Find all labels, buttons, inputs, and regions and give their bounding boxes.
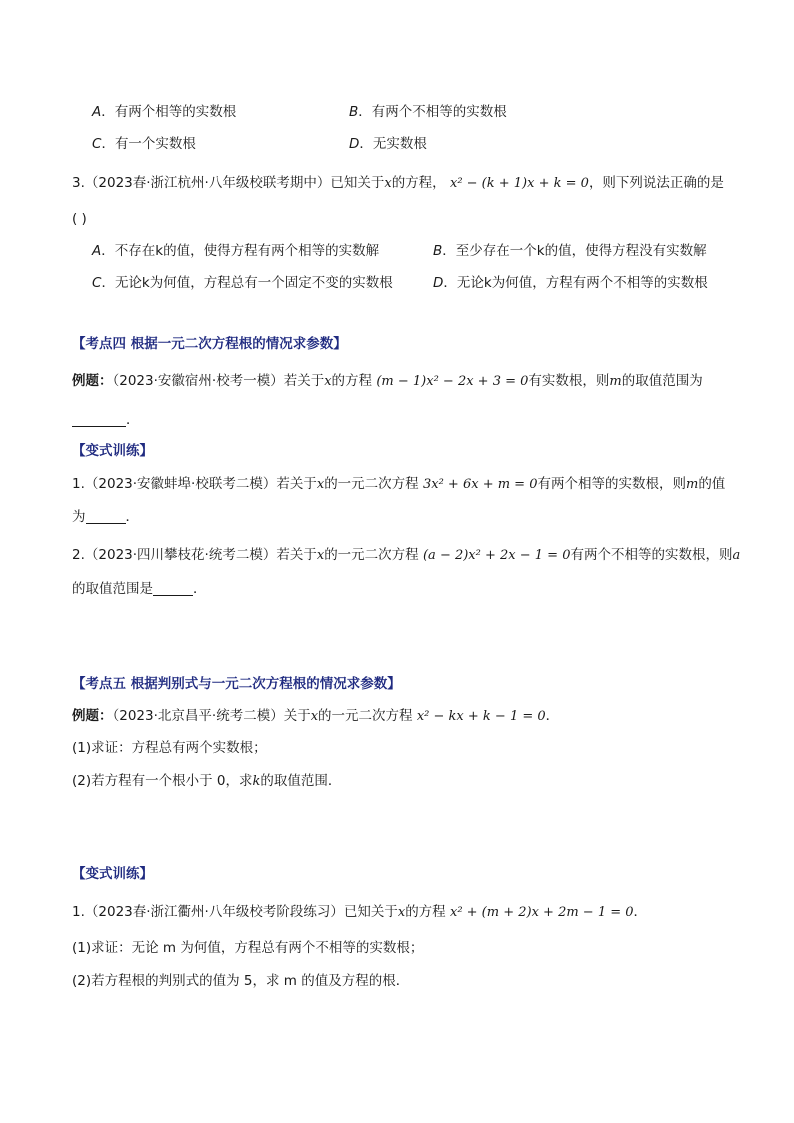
q3-equation: x² − (k + 1)x + k = 0 bbox=[449, 176, 589, 191]
topic5-example: 例题：（2023·北京昌平·统考二模）关于x的一元二次方程 x² − kx + k − 1 = 0． bbox=[72, 708, 560, 724]
question-3: 3.（2023春·浙江杭州·八年级校联考期中）已知关于x的方程， x² − (k + 1)x + k = 0，则下列说法正确的是 bbox=[72, 175, 724, 191]
topic5-training-1-part-2: (2)若方程根的判别式的值为 5，求 m 的值及方程的根． bbox=[72, 973, 410, 989]
option-d: D．无实数根 bbox=[349, 136, 427, 152]
topic5-example-equation: x² − kx + k − 1 = 0 bbox=[416, 709, 546, 724]
topic4-training-1: 1.（2023·安徽蚌埠·校联考二模）若关于x的一元二次方程 3x² + 6x + m = 0有两个相等的实数根，则m的值 bbox=[72, 476, 726, 492]
answer-blank bbox=[72, 412, 126, 427]
topic5-training-1-equation: x² + (m + 2)x + 2m − 1 = 0 bbox=[449, 905, 634, 920]
q3-option-c: C．无论k为何值，方程总有一个固定不变的实数根 bbox=[92, 275, 393, 291]
topic4-training-2-line2: 的取值范围是 ． bbox=[72, 581, 207, 597]
option-b: B．有两个不相等的实数根 bbox=[349, 104, 507, 120]
answer-bracket: ( ) bbox=[72, 211, 87, 227]
q3-option-a: A．不存在k的值，使得方程有两个相等的实数解 bbox=[92, 243, 380, 259]
topic4-training-heading: 【变式训练】 bbox=[72, 443, 153, 459]
q3-option-d: D．无论k为何值，方程有两个不相等的实数根 bbox=[433, 275, 708, 291]
topic5-part-1: (1)求证：方程总有两个实数根； bbox=[72, 740, 267, 756]
topic4-example-blank: ． bbox=[72, 410, 140, 430]
option-a: A．有两个相等的实数根 bbox=[92, 104, 237, 120]
topic5-heading: 【考点五 根据判别式与一元二次方程根的情况求参数】 bbox=[72, 676, 401, 692]
q3-option-b: B．至少存在一个k的值，使得方程没有实数解 bbox=[433, 243, 707, 259]
answer-blank bbox=[153, 581, 193, 596]
topic5-training-1: 1.（2023春·浙江衢州·八年级校考阶段练习）已知关于x的方程 x² + (m + 2)x + 2m − 1 = 0． bbox=[72, 904, 648, 920]
topic4-training-2: 2.（2023·四川攀枝花·统考二模）若关于x的一元二次方程 (a − 2)x² + 2x − 1 = 0有两个不相等的实数根，则a bbox=[72, 547, 741, 563]
option-c: C．有一个实数根 bbox=[92, 136, 196, 152]
topic4-training-1-line2: 为 ． bbox=[72, 509, 139, 525]
topic5-training-heading: 【变式训练】 bbox=[72, 866, 153, 882]
answer-blank bbox=[86, 509, 126, 524]
topic5-part-2: (2)若方程有一个根小于 0，求k的取值范围． bbox=[72, 773, 342, 789]
topic4-heading: 【考点四 根据一元二次方程根的情况求参数】 bbox=[72, 336, 347, 352]
topic4-training-1-equation: 3x² + 6x + m = 0 bbox=[422, 477, 538, 492]
topic5-training-1-part-1: (1)求证：无论 m 为何值，方程总有两个不相等的实数根； bbox=[72, 940, 424, 956]
topic4-example: 例题：（2023·安徽宿州·校考一模）若关于x的方程 (m − 1)x² − 2x + 3 = 0有实数根，则m的取值范围为 bbox=[72, 373, 703, 389]
topic4-training-2-equation: (a − 2)x² + 2x − 1 = 0 bbox=[422, 548, 571, 563]
topic4-example-equation: (m − 1)x² − 2x + 3 = 0 bbox=[376, 374, 529, 389]
